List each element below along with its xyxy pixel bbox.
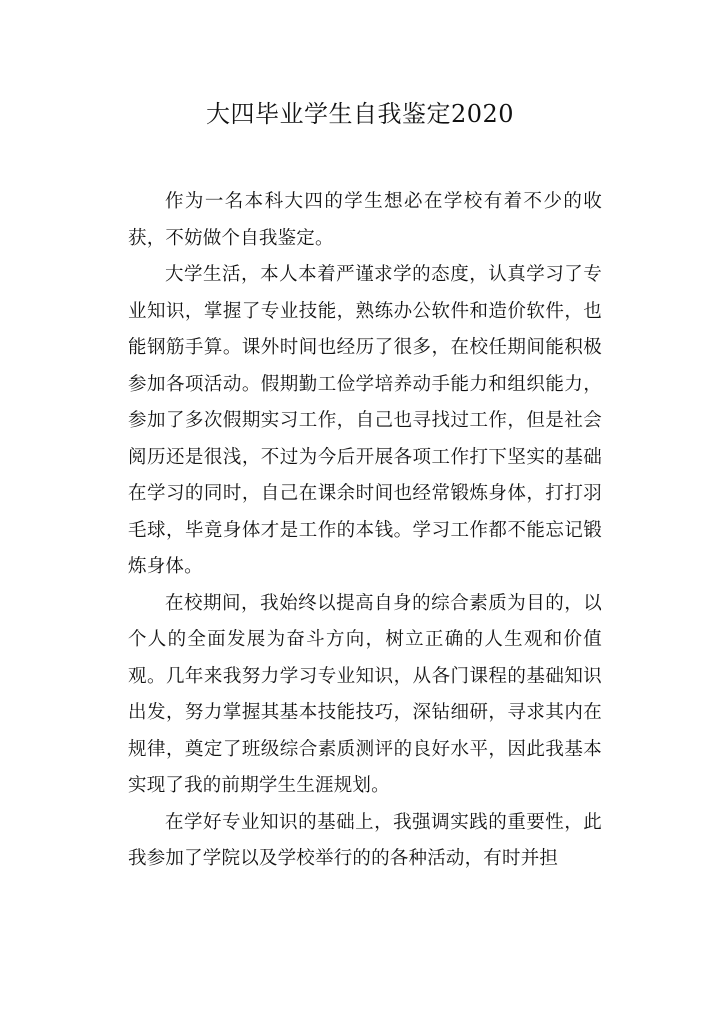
document-title: 大四毕业学生自我鉴定2020 <box>205 100 515 128</box>
paragraph-school-period: 在校期间，我始终以提高自身的综合素质为目的，以个人的全面发展为奋斗方向，树立正确的人生观和价值观。几年来我努力学习专业知识，从各门课程的基础知识出发，努力掌握其基本技能技巧，深钻细研，寻求其内在规律，奠定了班级综合素质测评的良好水平，因此我基本实现了我的前期学生生涯规划。 <box>128 592 602 796</box>
paragraph-practice: 在学好专业知识的基础上，我强调实践的重要性，此我参加了学院以及学校举行的的各种活动，有时并担 <box>128 811 602 869</box>
document-body <box>128 184 602 878</box>
paragraph-intro: 作为一名本科大四的学生想必在学校有着不少的收获，不妨做个自我鉴定。 <box>128 191 602 249</box>
paragraph-college-life: 大学生活，本人本着严谨求学的态度，认真学习了专业知识，掌握了专业技能，熟练办公软件和造价软件，也能钢筋手算。课外时间也经历了很多，在校任期间能积极参加各项活动。假期勤工俭学培养动手能力和组织能力，参加了多次假期实习工作，自己也寻找过工作，但是社会阅历还是很浅，不过为今后开展各项工作打下坚实的基础在学习的同时，自己在课余时间也经常锻炼身体，打打羽毛球，毕竟身体才是工作的本钱。学习工作都不能忘记锻炼身体。 <box>128 264 602 577</box>
